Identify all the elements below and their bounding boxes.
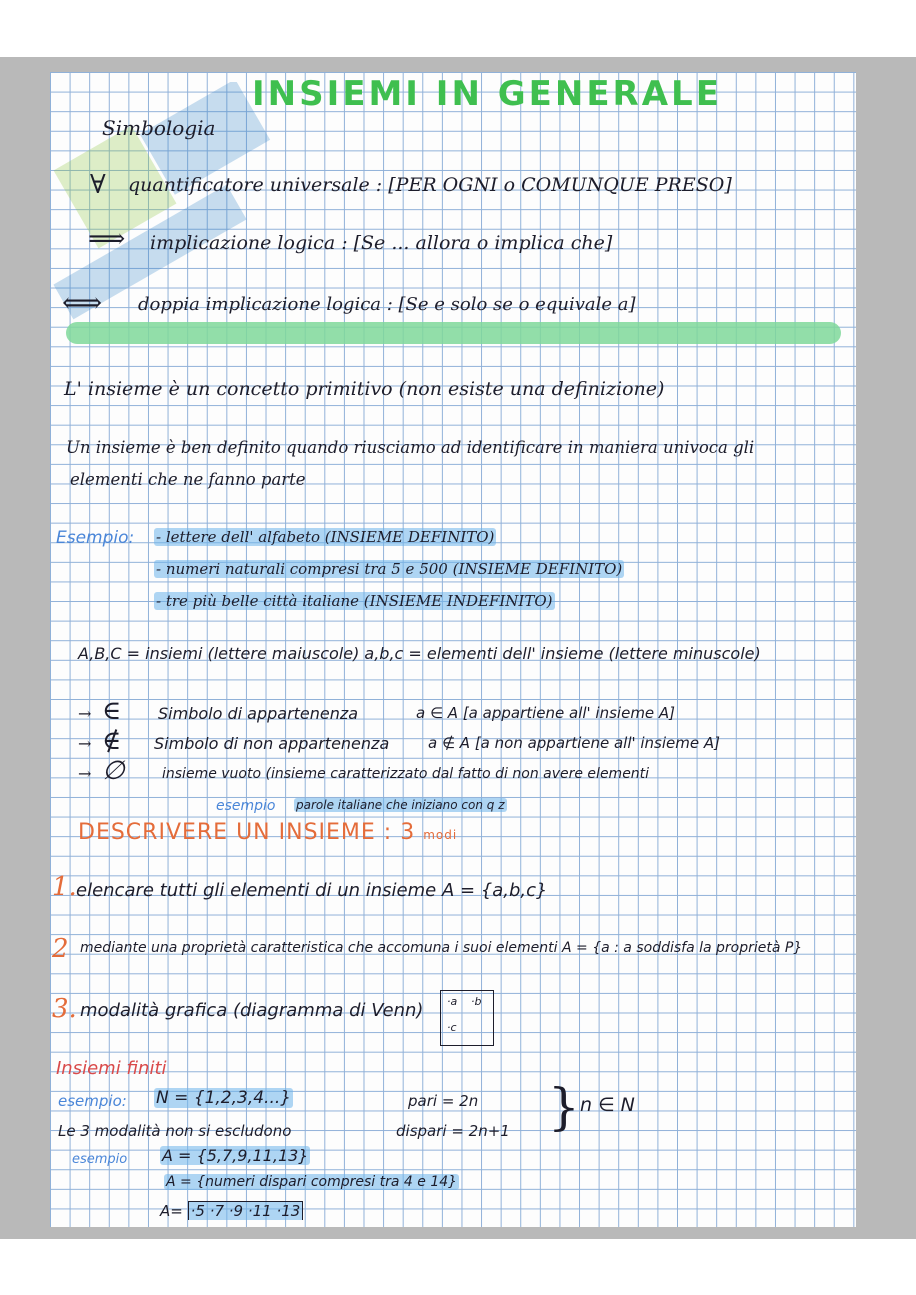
implication-symbol: ⟹ (88, 224, 126, 254)
way-3-number: 3. (52, 994, 77, 1024)
membership-arrow: → (78, 704, 92, 723)
even-formula: pari = 2n (408, 1092, 479, 1110)
way-1-text: elencare tutti gli elementi di un insieme A = {a,b,c} (76, 880, 548, 901)
finite-sets-heading: Insiemi finiti (56, 1058, 167, 1079)
set-graphic-items: ·5 ·7 ·9 ·11 ·13 (188, 1201, 304, 1220)
set-graphic-form (160, 1202, 303, 1220)
way-3-text: modalità grafica (diagramma di Venn) (80, 1000, 424, 1021)
way-1-number: 1. (52, 872, 77, 902)
empty-set-arrow: → (78, 764, 92, 783)
membership-formula: a ∈ A [a appartiene all' insieme A] (416, 704, 676, 722)
notation-line: A,B,C = insiemi (lettere maiuscole) a,b,c = elementi dell' insieme (lettere minuscole) (78, 644, 761, 663)
modalities-note: Le 3 modalità non si escludono (58, 1122, 292, 1140)
natural-numbers-set-text: N = {1,2,3,4...} (156, 1088, 292, 1108)
empty-example-label: esempio (216, 798, 276, 814)
venn-element-a: ·a (447, 995, 458, 1008)
set-property-form (164, 1174, 459, 1190)
finite-example2-label: esempio (72, 1152, 128, 1167)
describe-heading (78, 820, 457, 845)
example-item-1-text: - lettere dell' alfabeto (INSIEME DEFINITO) (156, 528, 495, 546)
way-2-number: 2 (52, 934, 69, 964)
example-item-3 (154, 592, 555, 610)
membership-name: Simbolo di appartenenza (158, 704, 359, 723)
green-divider (66, 322, 841, 344)
implication-text: implicazione logica : [Se ... allora o implica che] (150, 232, 613, 254)
empty-set-name: insieme vuoto (insieme caratterizzato dal fatto di non avere elementi (162, 766, 650, 782)
set-list-form-text: A = {5,7,9,11,13} (162, 1146, 309, 1165)
empty-set-symbol: ∅ (102, 756, 125, 786)
membership-symbol: ∈ (102, 696, 122, 726)
venn-element-b: ·b (471, 995, 482, 1008)
example-item-1 (154, 528, 496, 546)
quantifier-text: quantificatore universale : [PER OGNI o COMUNQUE PRESO] (128, 174, 732, 196)
graph-paper-sheet (50, 72, 856, 1227)
quantifier-symbol: ∀ (90, 170, 106, 200)
example-item-3-text: - tre più belle città italiane (INSIEME INDEFINITO) (156, 592, 553, 610)
set-graphic-label: A= (160, 1202, 183, 1220)
example-label: Esempio: (56, 528, 135, 548)
primitive-definition: L' insieme è un concetto primitivo (non esiste una definizione) (64, 378, 665, 400)
non-membership-formula: a ∉ A [a non appartiene all' insieme A] (428, 734, 720, 752)
non-membership-arrow: → (78, 734, 92, 753)
odd-formula: dispari = 2n+1 (396, 1122, 510, 1140)
right-brace: } (548, 1078, 580, 1136)
set-property-form-text: A = {numeri dispari compresi tra 4 e 14} (166, 1174, 458, 1190)
well-defined-line-2: elementi che ne fanno parte (70, 470, 306, 489)
empty-example-highlight: parole italiane che iniziano con q z (296, 798, 505, 812)
simbologia-heading: Simbologia (102, 116, 216, 140)
finite-example-label: esempio: (58, 1092, 127, 1110)
venn-diagram-box (440, 990, 494, 1046)
empty-example-text (294, 798, 507, 812)
double-implication-text: doppia implicazione logica : [Se e solo se o equivale a] (138, 294, 636, 315)
describe-heading-suffix: modi (423, 828, 458, 842)
page-title: INSIEMI IN GENERALE (252, 74, 722, 114)
venn-element-c: ·c (447, 1021, 457, 1034)
double-implication-symbol: ⟺ (62, 286, 103, 319)
example-item-2-text: - numeri naturali compresi tra 5 e 500 (INSIEME DEFINITO) (156, 560, 623, 578)
n-in-naturals: n ∈ N (580, 1094, 635, 1116)
well-defined-line-1: Un insieme è ben definito quando riusciamo ad identificare in maniera univoca gli (66, 438, 755, 457)
example-item-2 (154, 560, 624, 578)
way-2-text: mediante una proprietà caratteristica che accomuna i suoi elementi A = {a : a soddisfa la proprietà P} (80, 940, 803, 956)
describe-heading-text: DESCRIVERE UN INSIEME : 3 (78, 820, 416, 845)
non-membership-name: Simbolo di non appartenenza (154, 734, 390, 753)
non-membership-symbol: ∉ (102, 726, 122, 756)
set-list-form (160, 1146, 310, 1165)
natural-numbers-set (154, 1088, 293, 1108)
